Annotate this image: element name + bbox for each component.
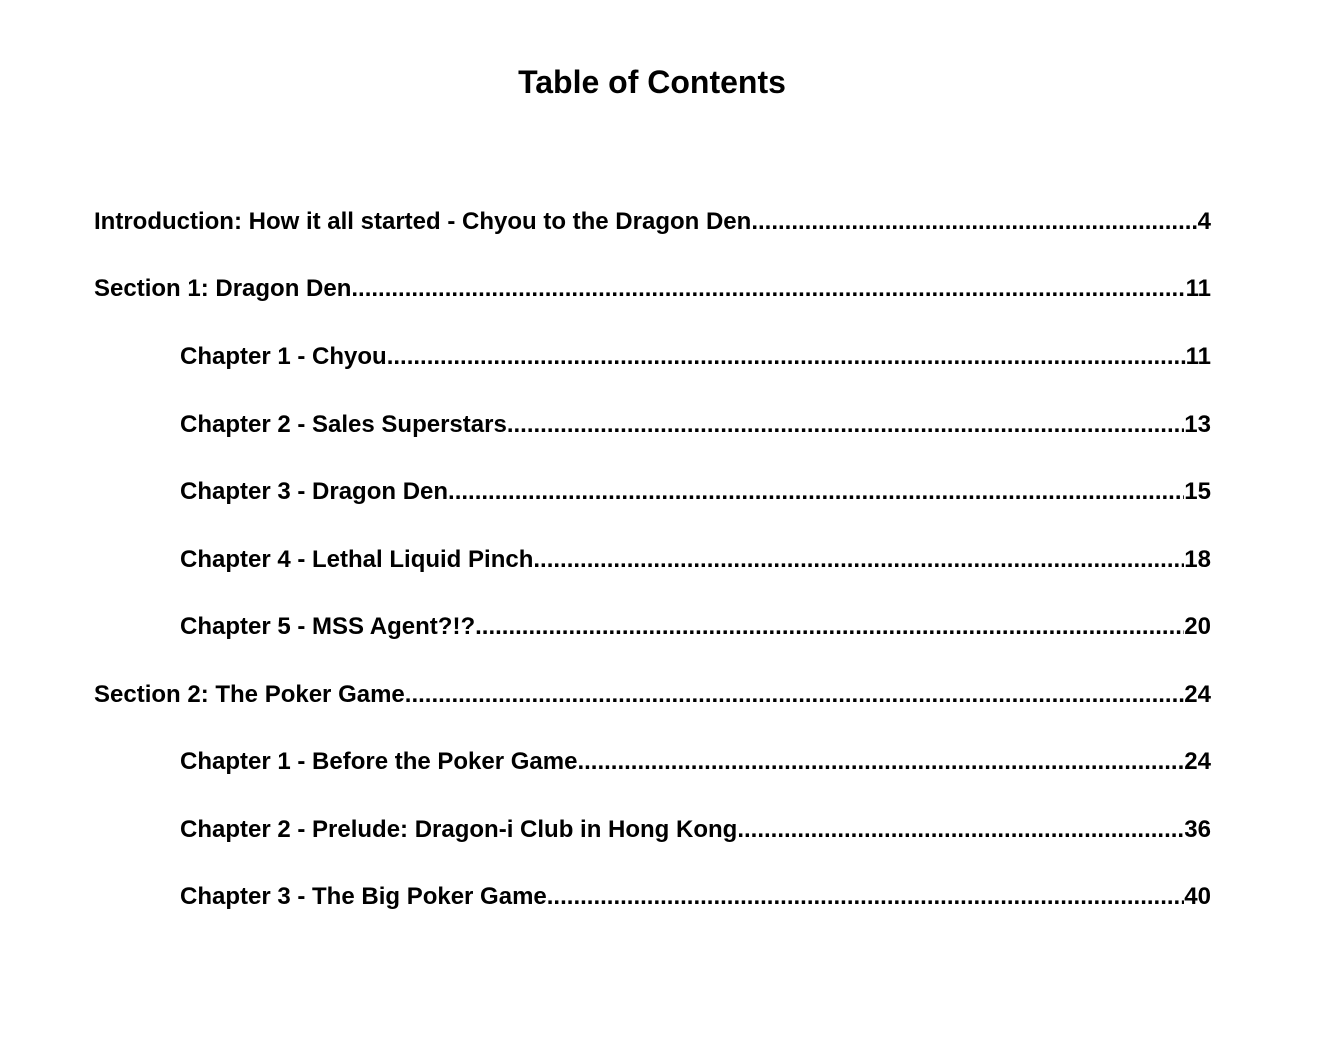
toc-entry-label: Chapter 3 - The Big Poker Game	[180, 883, 547, 910]
toc-entry-s1-chapter-5[interactable]	[180, 611, 1211, 643]
dot-leader	[448, 476, 1184, 508]
toc-entry-label: Introduction: How it all started - Chyou to the Dragon Den	[94, 208, 752, 235]
toc-entry-page: 11	[1185, 275, 1211, 302]
page-title: Table of Contents	[518, 64, 786, 100]
toc-entry-page: 13	[1184, 411, 1211, 438]
dot-leader	[577, 746, 1184, 778]
toc-entry-page: 36	[1184, 816, 1211, 843]
toc-entry-label: Chapter 1 - Before the Poker Game	[180, 748, 578, 775]
toc-entry-label: Chapter 4 - Lethal Liquid Pinch	[180, 546, 534, 573]
toc-entry-s2-chapter-3[interactable]	[180, 881, 1211, 913]
toc-entry-page: 11	[1185, 343, 1211, 370]
toc-entry-s1-chapter-2[interactable]	[180, 409, 1211, 441]
toc-entry-s2-chapter-1[interactable]	[180, 746, 1211, 778]
toc-entry-s2-chapter-2[interactable]	[180, 814, 1211, 846]
toc-entry-page: 4	[1197, 208, 1211, 235]
dot-leader	[507, 409, 1184, 441]
toc-entry-label: Section 2: The Poker Game	[94, 681, 405, 708]
dot-leader	[405, 679, 1185, 711]
dot-leader	[533, 544, 1184, 576]
toc-entry-page: 20	[1184, 613, 1211, 640]
dot-leader	[351, 273, 1185, 305]
dot-leader	[751, 206, 1197, 238]
dot-leader	[737, 814, 1184, 846]
toc-entry-label: Chapter 2 - Prelude: Dragon-i Club in Hong Kong	[180, 816, 738, 843]
toc-entry-section-1[interactable]	[94, 273, 1211, 305]
toc-entry-label: Chapter 5 - MSS Agent?!?	[180, 613, 476, 640]
toc-entry-label: Chapter 2 - Sales Superstars	[180, 411, 507, 438]
toc-entry-page: 18	[1184, 546, 1211, 573]
dot-leader	[387, 341, 1186, 373]
toc-entry-s1-chapter-1[interactable]	[180, 341, 1211, 373]
toc-entry-label: Chapter 1 - Chyou	[180, 343, 387, 370]
toc-entry-section-2[interactable]	[94, 679, 1211, 711]
toc-entry-page: 15	[1184, 478, 1211, 505]
dot-leader	[547, 881, 1185, 913]
toc-entry-label: Section 1: Dragon Den	[94, 275, 352, 302]
toc-entry-page: 24	[1184, 681, 1211, 708]
toc-entry-s1-chapter-4[interactable]	[180, 544, 1211, 576]
toc-entry-label: Chapter 3 - Dragon Den	[180, 478, 449, 505]
toc-entry-s1-chapter-3[interactable]	[180, 476, 1211, 508]
toc-entry-page: 24	[1184, 748, 1211, 775]
dot-leader	[475, 611, 1184, 643]
toc-entry-page: 40	[1184, 883, 1211, 910]
toc-entry-introduction[interactable]	[94, 206, 1211, 238]
